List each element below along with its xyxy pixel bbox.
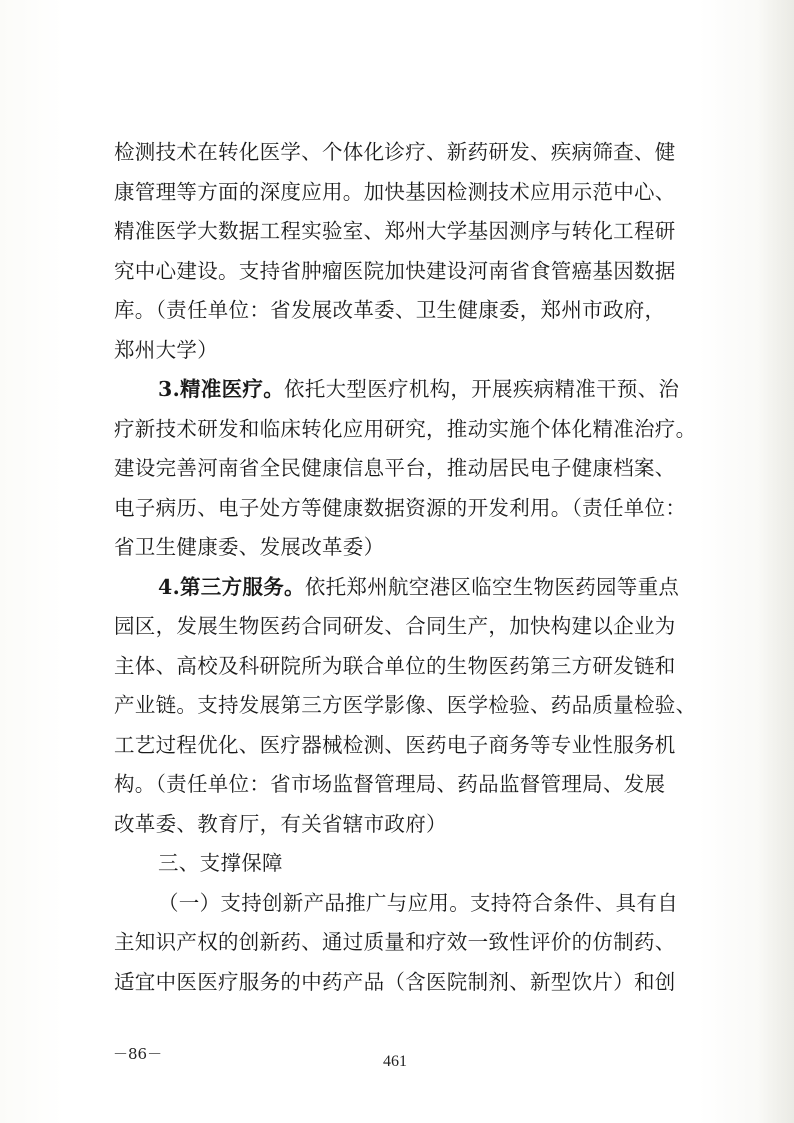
section-heading: 三、支撑保障 bbox=[158, 851, 283, 875]
body-text bbox=[114, 133, 697, 1002]
text-line: 康管理等方面的深度应用。加快基因检测技术应用示范中心、 bbox=[114, 179, 676, 204]
paragraph-first-line: （一）支持创新产品推广与应用。支持符合条件、具有自 bbox=[158, 890, 678, 915]
item-heading-third-party-services: 4.第三方服务。 bbox=[158, 574, 305, 599]
text-line: 精准医学大数据工程实验室、郑州大学基因测序与转化工程研 bbox=[114, 219, 676, 243]
text-line: 构。（责任单位：省市场监督管理局、药品监督管理局、发展 bbox=[114, 772, 666, 796]
page-number-center: 461 bbox=[383, 1053, 407, 1070]
text-line: 库。（责任单位：省发展改革委、卫生健康委，郑州市政府， bbox=[114, 298, 666, 322]
text-line: 主体、高校及科研院所为联合单位的生物医药第三方研发链和 bbox=[114, 653, 676, 678]
text-line: 工艺过程优化、医疗器械检测、医药电子商务等专业性服务机 bbox=[114, 732, 676, 757]
text-line: 检测技术在转化医学、个体化诊疗、新药研发、疾病筛查、健 bbox=[114, 140, 676, 164]
text-line: 省卫生健康委、发展改革委） bbox=[114, 535, 385, 559]
text-line: 疗新技术研发和临床转化应用研究，推动实施个体化精准治疗。 bbox=[114, 416, 697, 441]
item-heading-precision-medicine: 3.精准医疗。 bbox=[158, 377, 285, 401]
text-line: 产业链。支持发展第三方医学影像、医学检验、药品质量检验、 bbox=[114, 693, 697, 717]
paragraph-first-line bbox=[114, 568, 686, 608]
text-line: 适宜中医医疗服务的中药产品（含医院制剂、新型饮片）和创 bbox=[114, 969, 676, 994]
text-line: 建设完善河南省全民健康信息平台，推动居民电子健康档案、 bbox=[114, 456, 676, 480]
text-segment: 依托大型医疗机构，开展疾病精准干预、治 bbox=[284, 377, 680, 401]
text-line: 究中心建设。支持省肿瘤医院加快建设河南省食管癌基因数据 bbox=[114, 258, 676, 283]
text-line: 园区，发展生物医药合同研发、合同生产，加快构建以企业为 bbox=[114, 614, 676, 638]
text-line: 郑州大学） bbox=[114, 337, 218, 362]
text-line: 电子病历、电子处方等健康数据资源的开发利用。（责任单位： bbox=[114, 495, 687, 520]
text-line: 主知识产权的创新药、通过质量和疗效一致性评价的仿制药、 bbox=[114, 930, 676, 954]
page-edge-shadow bbox=[758, 0, 794, 1123]
page-number-left: －86－ bbox=[113, 1045, 163, 1063]
text-line: 改革委、教育厅，有关省辖市政府） bbox=[114, 811, 447, 836]
text-segment: 依托郑州航空港区临空生物医药园等重点 bbox=[304, 574, 680, 599]
paragraph-first-line bbox=[114, 370, 686, 410]
